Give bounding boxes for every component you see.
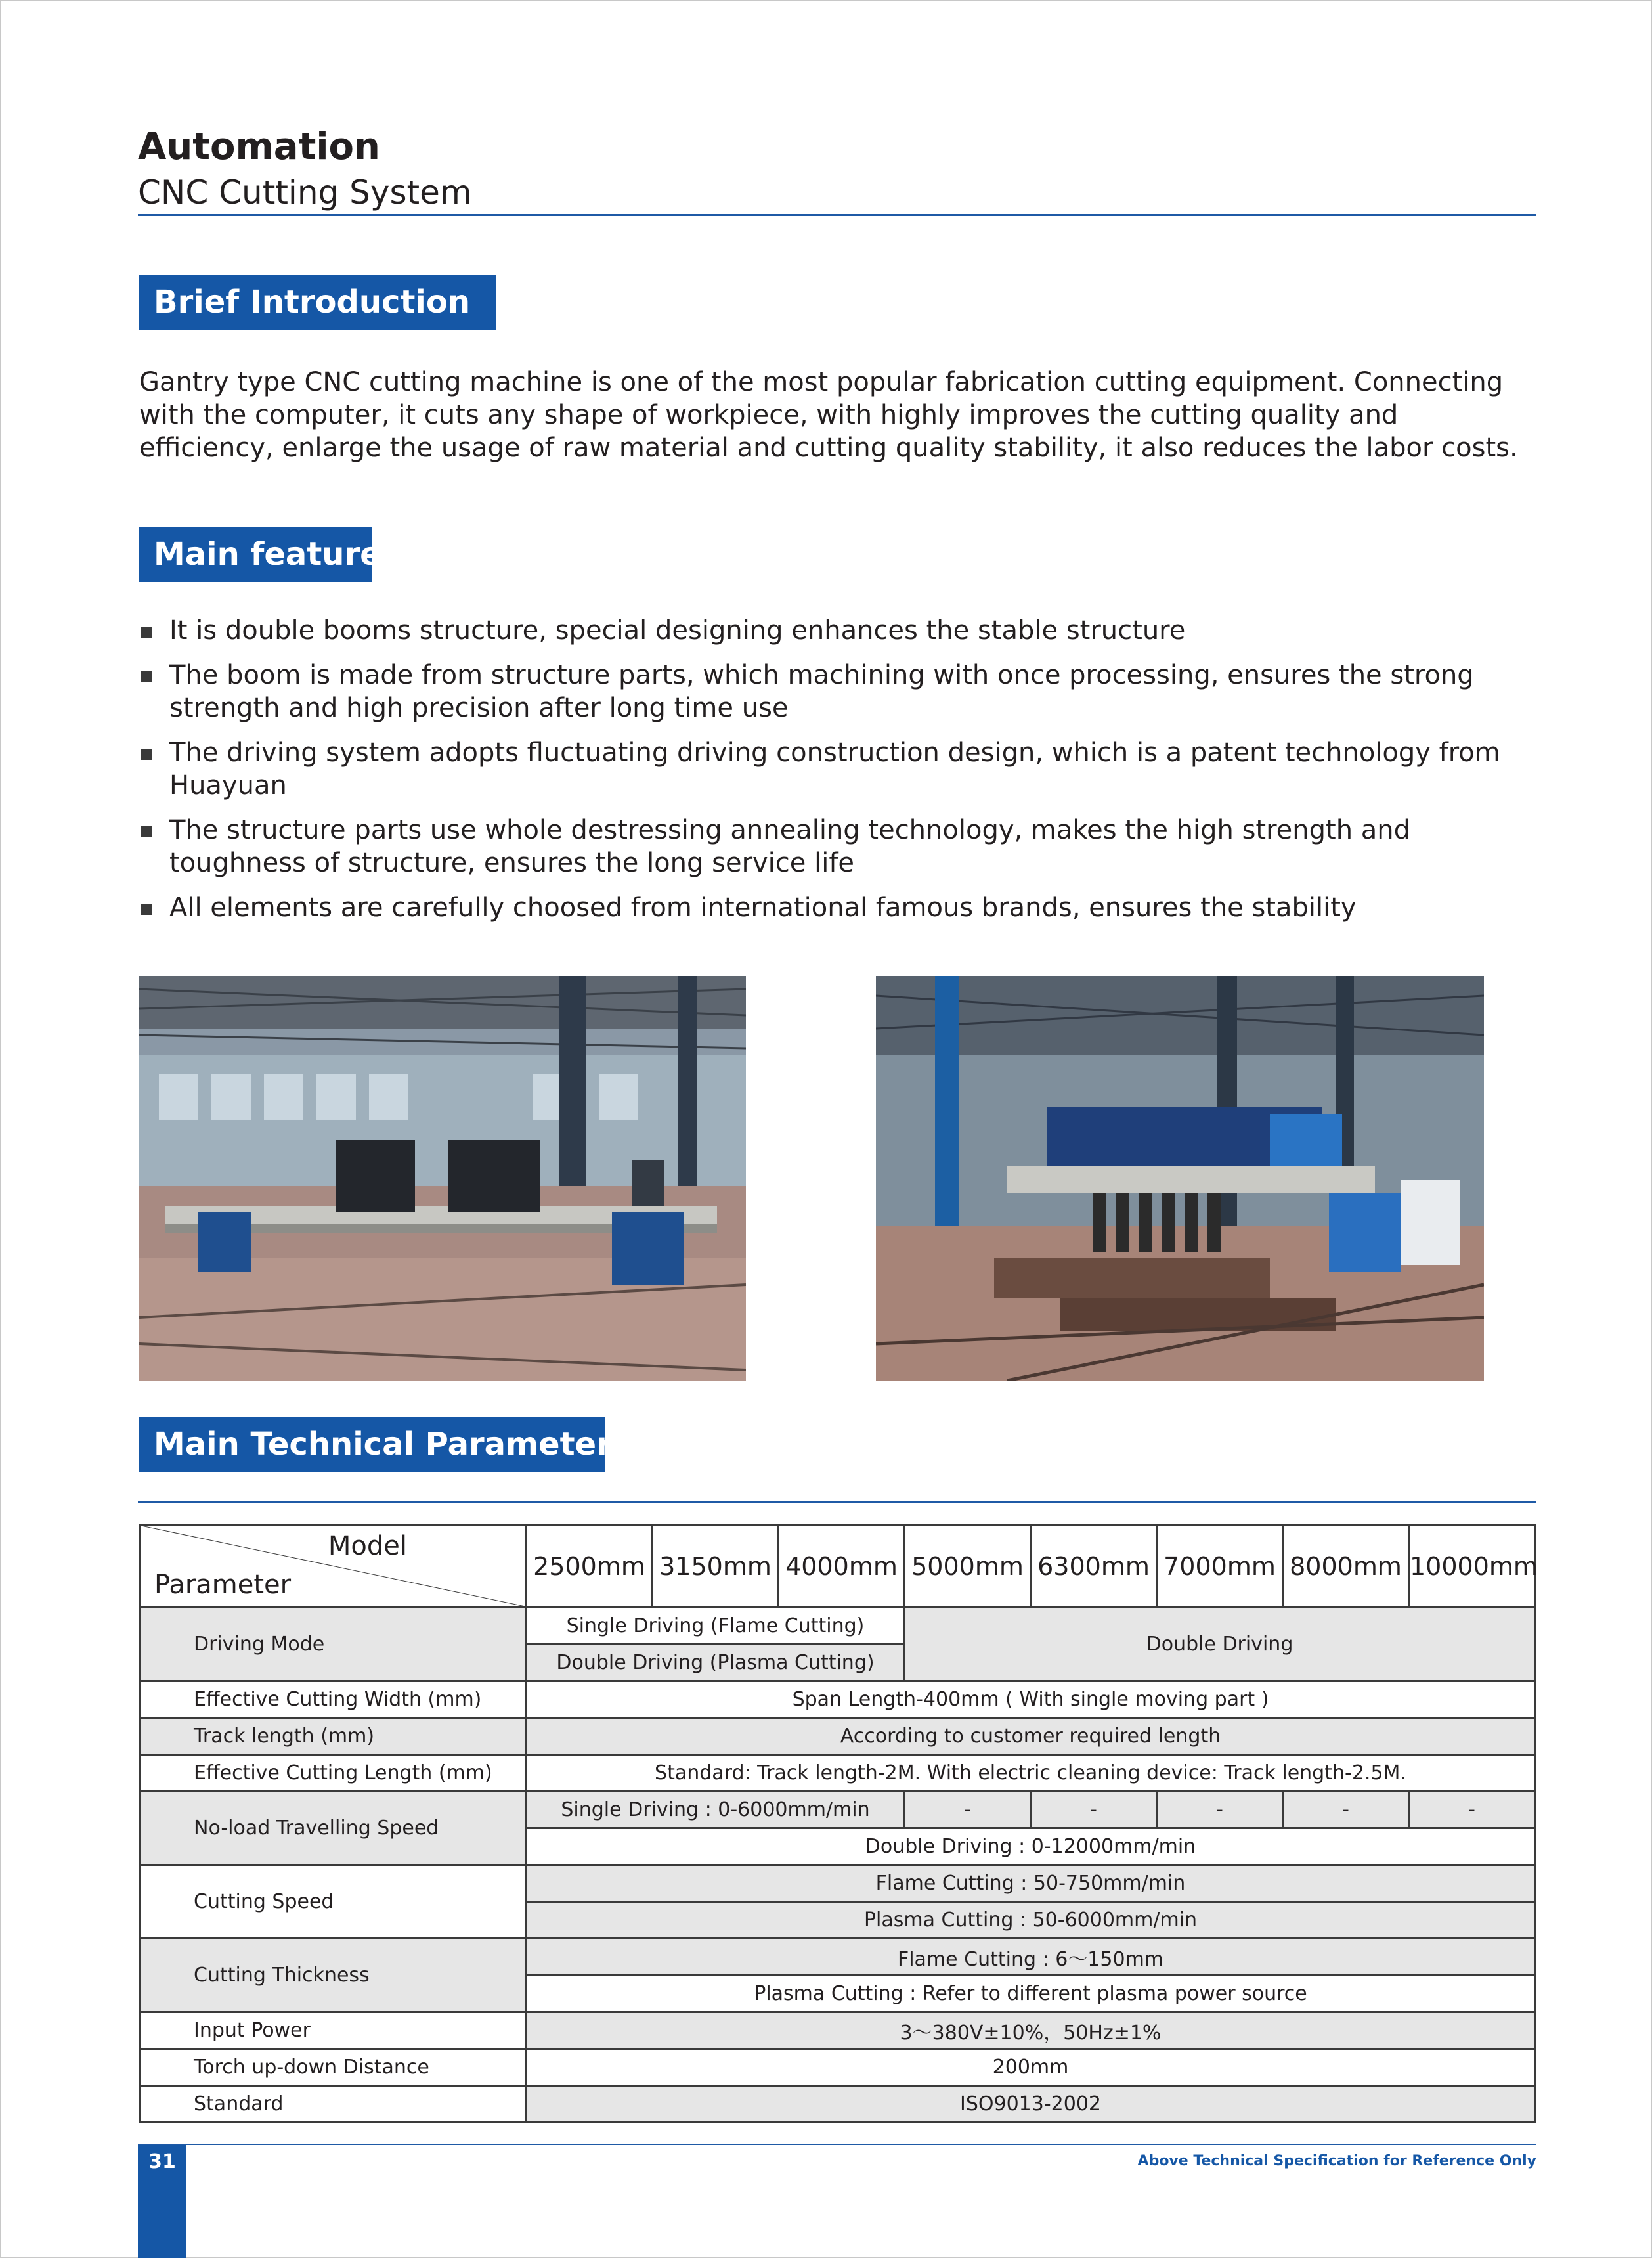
cell-cutting-width: Span Length-400mm ( With single moving part ) (527, 1681, 1535, 1718)
cell-single-driving-speed: Single Driving : 0-6000mm/min (527, 1792, 905, 1828)
table-row (141, 1939, 1535, 1976)
feature-item: The structure parts use whole destressing annealing technology, makes the high strength and toughness of structure, ensures the long service life (139, 814, 1538, 879)
main-technical-parameters-heading: Main Technical Parameters (139, 1417, 605, 1472)
cell-double-driving-plasma: Double Driving (Plasma Cutting) (527, 1645, 905, 1681)
table-row (141, 1681, 1535, 1718)
model-header: 5000mm (905, 1525, 1031, 1608)
row-label-track-length: Track length (mm) (141, 1718, 527, 1755)
page-number: 31 (148, 2150, 176, 2173)
table-row (141, 2086, 1535, 2123)
row-label-torch-distance: Torch up-down Distance (141, 2049, 527, 2086)
page-title: Automation (138, 125, 380, 168)
model-header: 4000mm (779, 1525, 905, 1608)
cell-double-driving: Double Driving (905, 1608, 1535, 1681)
footer-note: Above Technical Specification for Reference Only (1137, 2153, 1536, 2169)
model-header: 2500mm (527, 1525, 653, 1608)
cell-flame-cutting-speed: Flame Cutting : 50-750mm/min (527, 1865, 1535, 1902)
table-row (141, 2012, 1535, 2049)
header-rule (138, 214, 1536, 216)
cell-dash: - (905, 1792, 1031, 1828)
cell-torch-distance: 200mm (527, 2049, 1535, 2086)
bullet-square-icon (141, 627, 152, 638)
row-label-input-power: Input Power (141, 2012, 527, 2049)
table-header-row (141, 1525, 1535, 1608)
features-list (139, 614, 1538, 936)
cell-plasma-cutting-speed: Plasma Cutting : 50-6000mm/min (527, 1902, 1535, 1939)
cell-single-driving-flame: Single Driving (Flame Cutting) (527, 1608, 905, 1645)
bullet-square-icon (141, 826, 152, 837)
feature-item: The driving system adopts fluctuating driving construction design, which is a patent technology from Huayuan (139, 736, 1538, 802)
row-label-travel-speed: No-load Travelling Speed (141, 1792, 527, 1865)
parameters-rule (138, 1501, 1536, 1503)
row-label-cutting-thickness: Cutting Thickness (141, 1939, 527, 2012)
cell-flame-cutting-thickness: Flame Cutting : 6～150mm (527, 1939, 1535, 1976)
bullet-square-icon (141, 749, 152, 760)
footer-rule (138, 2144, 1536, 2145)
page-subtitle: CNC Cutting System (138, 173, 472, 211)
row-label-driving-mode: Driving Mode (141, 1608, 527, 1681)
cell-input-power: 3～380V±10%，50Hz±1% (527, 2012, 1535, 2049)
main-features-heading: Main features (139, 527, 372, 582)
model-header: 3150mm (653, 1525, 779, 1608)
row-label-cutting-length: Effective Cutting Length (mm) (141, 1755, 527, 1792)
bullet-square-icon (141, 904, 152, 915)
model-header: 10000mm (1409, 1525, 1535, 1608)
row-label-cutting-speed: Cutting Speed (141, 1865, 527, 1939)
table-row (141, 1755, 1535, 1792)
table-corner-cell (141, 1525, 527, 1608)
cell-cutting-length: Standard: Track length-2M. With electric cleaning device: Track length-2.5M. (527, 1755, 1535, 1792)
multi-torch-machine-photo-right (876, 976, 1484, 1381)
cell-dash: - (1031, 1792, 1157, 1828)
table-row (141, 1792, 1535, 1828)
corner-parameter-label: Parameter (154, 1570, 292, 1600)
table-row (141, 1865, 1535, 1902)
corner-model-label: Model (328, 1531, 407, 1561)
brief-introduction-heading: Brief Introduction (139, 275, 496, 330)
cell-dash: - (1157, 1792, 1283, 1828)
model-header: 8000mm (1283, 1525, 1409, 1608)
row-label-cutting-width: Effective Cutting Width (mm) (141, 1681, 527, 1718)
intro-paragraph: Gantry type CNC cutting machine is one of the most popular fabrication cutting equipment. Connecting with the computer, it cuts any shape of workpiece, with highly improves the cutting quality and efficiency, enlarge the usage of raw material and cutting quality stability, it also reduces the labor costs. (139, 367, 1518, 463)
bullet-square-icon (141, 671, 152, 682)
table-row (141, 1608, 1535, 1645)
feature-item: The boom is made from structure parts, which machining with once processing, ensures the strong strength and high precision after long time use (139, 659, 1538, 724)
cell-dash: - (1283, 1792, 1409, 1828)
table-row (141, 2049, 1535, 2086)
cell-dash: - (1409, 1792, 1535, 1828)
cell-plasma-cutting-thickness: Plasma Cutting : Refer to different plasma power source (527, 1976, 1535, 2012)
cell-standard: ISO9013-2002 (527, 2086, 1535, 2123)
feature-item: All elements are carefully choosed from international famous brands, ensures the stability (139, 891, 1538, 924)
model-header: 7000mm (1157, 1525, 1283, 1608)
gantry-machine-photo-left (139, 976, 746, 1381)
feature-item: It is double booms structure, special designing enhances the stable structure (139, 614, 1538, 647)
row-label-standard: Standard (141, 2086, 527, 2123)
table-row (141, 1718, 1535, 1755)
technical-parameters-table (139, 1524, 1536, 2123)
model-header: 6300mm (1031, 1525, 1157, 1608)
cell-double-driving-speed: Double Driving : 0-12000mm/min (527, 1828, 1535, 1865)
cell-track-length: According to customer required length (527, 1718, 1535, 1755)
